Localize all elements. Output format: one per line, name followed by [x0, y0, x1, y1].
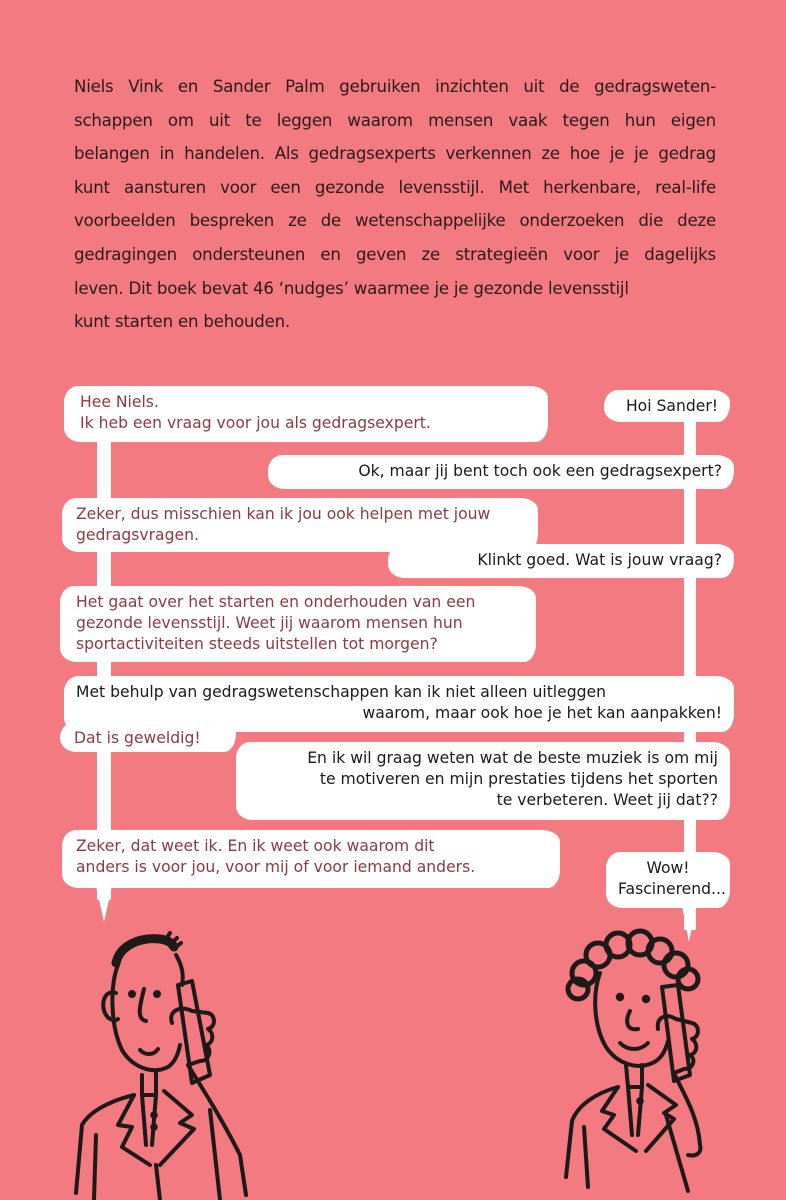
blurb-line: kunt starten en behouden. [74, 312, 291, 332]
bubble-line: Met behulp van gedragswetenschappen kan ik niet alleen uitleggen [76, 683, 607, 701]
blurb-line: schappen om uit te leggen waarom mensen vaak tegen hun eigen [74, 110, 716, 130]
speech-bubble-niels [64, 386, 548, 442]
blurb-line: voorbeelden bespreken ze de wetenschappelijke onderzoeken die deze [74, 211, 716, 231]
blurb-line: leven. Dit boek bevat 46 ‘nudges’ waarmee je je gezonde levensstijl [74, 278, 629, 298]
speech-bubble-sander [268, 455, 734, 489]
bubble-line: gedragsvragen. [76, 526, 199, 544]
bubble-line: te motiveren en mijn prestaties tijdens het sporten [319, 770, 718, 788]
speech-bubble-niels [60, 722, 236, 752]
bubble-line: Dat is geweldig! [74, 729, 201, 747]
bubble-line: Hoi Sander! [625, 397, 718, 415]
bubble-line: waarom, maar ook hoe je het kan aanpakken! [362, 704, 722, 722]
bubble-line: Hee Niels. [80, 393, 159, 411]
bubble-line: Zeker, dat weet ik. En ik weet ook waarom dit [76, 837, 435, 855]
speech-bubble-sander [606, 852, 730, 908]
bubble-line: Zeker, dus misschien kan ik jou ook helpen met jouw [76, 505, 491, 523]
speech-bubble-sander [236, 742, 730, 820]
blurb-line: Niels Vink en Sander Palm gebruiken inzichten uit de gedragsweten- [74, 77, 716, 96]
bubble-line: sportactiviteiten steeds uitstellen tot morgen? [76, 635, 438, 653]
bubble-line: Het gaat over het starten en onderhouden van een [76, 593, 476, 611]
bubble-line: Ok, maar jij bent toch ook een gedragsexpert? [358, 462, 722, 480]
bubble-line: Klinkt goed. Wat is jouw vraag? [477, 551, 722, 569]
speech-bubble-niels [62, 830, 560, 888]
bubble-line: anders is voor jou, voor mij of voor iemand anders. [76, 858, 476, 876]
speech-bubble-sander [388, 544, 734, 578]
blurb-line: kunt aansturen voor een gezonde levensstijl. Met herkenbare, real-life [74, 177, 716, 197]
back-cover-blurb [74, 70, 716, 339]
bubble-line: te verbeteren. Weet jij dat?? [496, 791, 718, 809]
speech-bubble-sander [604, 390, 730, 422]
blurb-line: gedragingen ondersteunen en geven ze strategieën voor je dagelijks [74, 244, 716, 264]
blurb-line: belangen in handelen. Als gedragsexperts verkennen ze hoe je je gedrag [74, 144, 716, 164]
bubble-line: gezonde levensstijl. Weet jij waarom mensen hun [76, 614, 463, 632]
bubble-line: Ik heb een vraag voor jou als gedragsexpert. [80, 414, 431, 432]
woman-on-phone-illustration [548, 915, 738, 1200]
man-on-phone-illustration [60, 915, 260, 1200]
speech-bubble-niels [60, 586, 536, 662]
bubble-line: En ik wil graag weten wat de beste muziek is om mij [307, 749, 718, 767]
bubble-line: Fascinerend... [618, 880, 726, 898]
bubble-line: Wow! [646, 859, 690, 877]
